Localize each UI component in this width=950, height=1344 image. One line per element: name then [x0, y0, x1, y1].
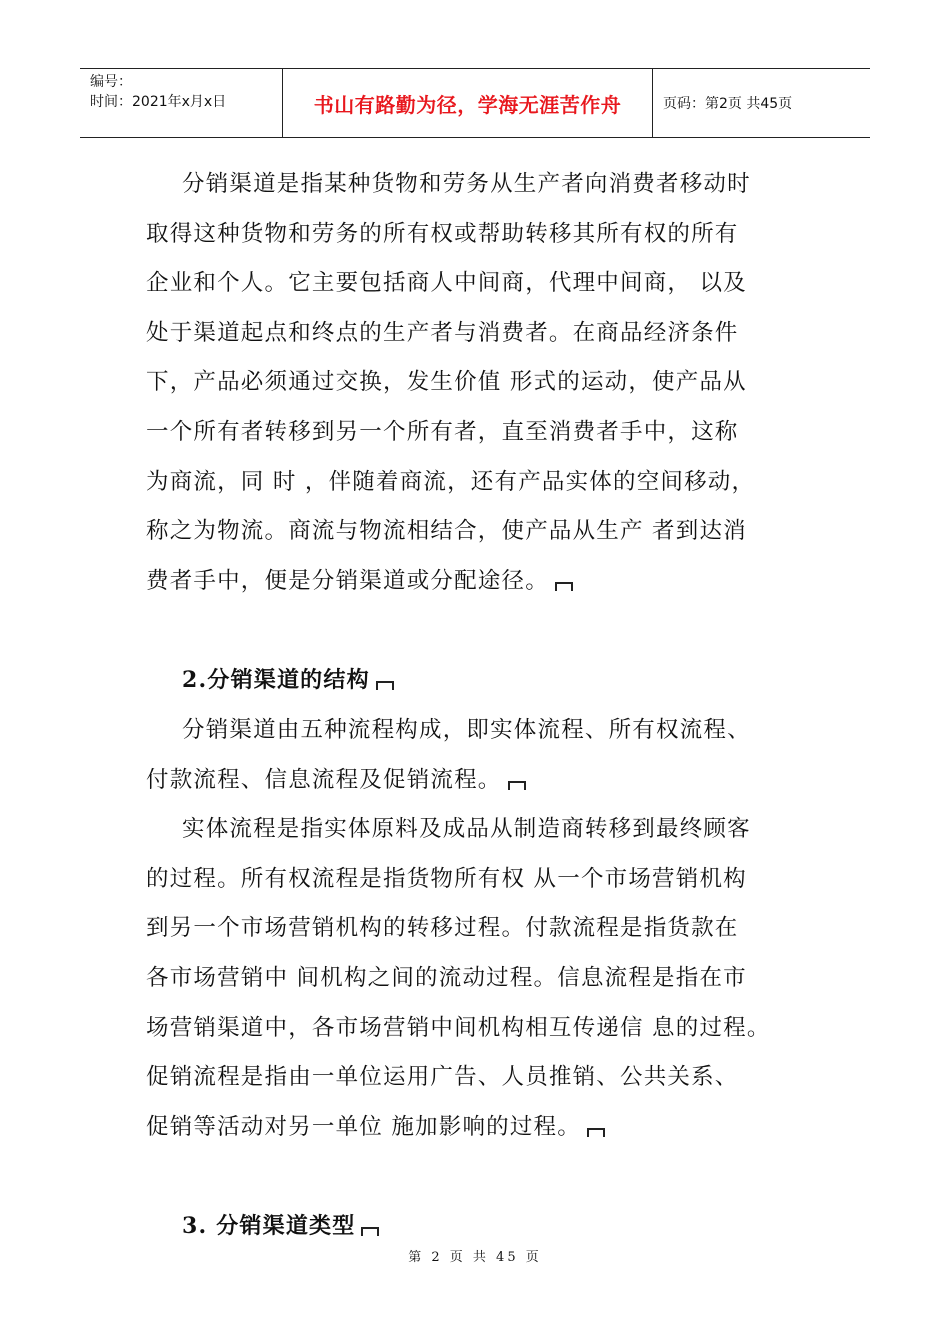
document-time-label: 时间：2021年x月x日 — [90, 94, 227, 110]
text-line: 为商流，同 时 ，伴随着商流，还有产品实体的空间移动， — [146, 468, 756, 495]
text-line — [146, 557, 826, 607]
page-footer: 第 2 页 共 45 页 — [408, 1250, 542, 1265]
text-line: 实体流程是指实体原料及成品从制造商转移到最终顾客 — [182, 816, 751, 843]
text-line — [146, 1103, 826, 1153]
header-meta — [80, 69, 283, 137]
spacer — [146, 606, 826, 656]
text-line: 称之为物流。商流与物流相结合，使产品从生产 者到达消 — [146, 518, 747, 545]
text-line: 企业和个人。它主要包括商人中间商，代理中间商， 以及 — [146, 270, 747, 297]
page-header — [80, 68, 870, 138]
section-heading-types — [146, 1202, 826, 1252]
paragraph-mark-icon — [361, 1227, 379, 1236]
text-line: 一个所有者转移到另一个所有者，直至消费者手中，这称 — [146, 418, 739, 445]
paragraph-flows — [146, 805, 826, 1152]
section-heading-structure — [146, 656, 826, 706]
document-number-label: 编号： — [90, 74, 132, 90]
paragraph-mark-icon — [587, 1128, 605, 1137]
header-page-info: 页码：第2页 共45页 — [663, 96, 793, 112]
paragraph-mark-icon — [376, 681, 394, 690]
document-body — [146, 160, 826, 1252]
text-line: 场营销渠道中，各市场营销中间机构相互传递信 息的过程。 — [146, 1014, 771, 1041]
text-line: 到另一个市场营销机构的转移过程。付款流程是指货款在 — [146, 915, 739, 942]
text-line: 分销渠道由五种流程构成，即实体流程、所有权流程、 — [182, 716, 751, 743]
heading-text: 2.分销渠道的结构 — [182, 667, 370, 694]
paragraph-definition — [146, 160, 826, 606]
heading-text: 3. 分销渠道类型 — [182, 1213, 356, 1240]
paragraph-mark-icon — [555, 582, 573, 591]
text-line — [146, 756, 826, 806]
text-line: 取得这种货物和劳务的所有权或帮助转移其所有权的所有 — [146, 220, 739, 247]
text-line: 分销渠道是指某种货物和劳务从生产者向消费者移动时 — [182, 171, 751, 197]
text-line-content: 付款流程、信息流程及促销流程。 — [146, 766, 502, 793]
paragraph-structure — [146, 706, 826, 805]
text-line-content: 费者手中，便是分销渠道或分配途径。 — [146, 567, 549, 594]
text-line-content: 促销等活动对另一单位 施加影响的过程。 — [146, 1113, 581, 1140]
text-line: 各市场营销中 间机构之间的流动过程。信息流程是指在市 — [146, 964, 747, 991]
header-motto: 书山有路勤为径，学海无涯苦作舟 — [283, 69, 653, 137]
text-line: 下，产品必须通过交换，发生价值 形式的运动，使产品从 — [146, 369, 747, 396]
text-line: 促销流程是指由一单位运用广告、人员推销、公共关系、 — [146, 1064, 739, 1091]
text-line: 处于渠道起点和终点的生产者与消费者。在商品经济条件 — [146, 319, 739, 346]
text-line: 的过程。所有权流程是指货物所有权 从一个市场营销机构 — [146, 865, 747, 892]
paragraph-mark-icon — [508, 781, 526, 790]
spacer — [146, 1152, 826, 1202]
